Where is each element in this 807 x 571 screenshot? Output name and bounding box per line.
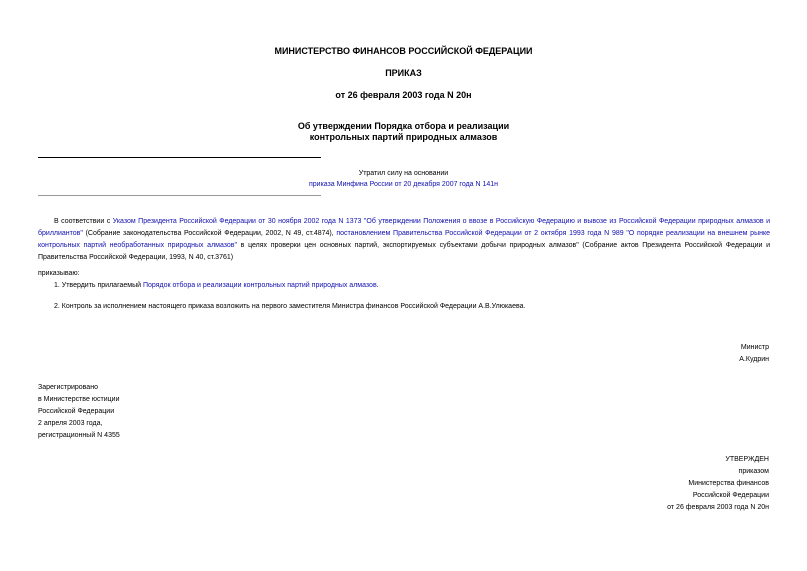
repeal-order-link[interactable]: приказа Минфина России от 20 декабря 2007 года N 141н bbox=[308, 181, 499, 188]
registration-line: Российской Федерации bbox=[38, 408, 115, 415]
preamble-paragraph bbox=[38, 216, 770, 264]
preamble-text-2: (Собрание законодательства Российской Федерации, 2002, N 49, ст.4874), bbox=[82, 230, 337, 237]
procedure-link[interactable]: Порядок отбора и реализации контрольных партий природных алмазов bbox=[142, 282, 377, 289]
document-title-line1: Об утверждении Порядка отбора и реализации bbox=[297, 121, 510, 131]
signature-block bbox=[739, 342, 769, 366]
signature-position: Министр bbox=[740, 344, 769, 351]
status-line: Утратил силу на основании bbox=[358, 170, 449, 177]
government-resolution-link[interactable]: постановлением Правительства Российской Федерации от 2 октября 1993 года N 989 "О порядке реализации на внешнем рынке контрольных партий необработанных природных алмазов" bbox=[38, 230, 770, 249]
status-link-wrap bbox=[0, 179, 807, 191]
approval-block bbox=[667, 454, 769, 514]
registration-block bbox=[38, 382, 120, 442]
document-type: ПРИКАЗ bbox=[385, 68, 422, 78]
order-item-1 bbox=[54, 280, 379, 292]
order-word: приказываю: bbox=[38, 270, 80, 277]
signature-name: А.Кудрин bbox=[739, 356, 769, 363]
registration-line: Зарегистрировано bbox=[38, 384, 98, 391]
approval-line: приказом bbox=[738, 468, 769, 475]
presidential-decree-link[interactable]: Указом Президента Российской Федерации от 30 ноября 2002 года N 1373 "Об утверждении Положения о ввозе в Российскую Федерацию и вывозе из Российской Федерации природных алмазов и бриллиантов" bbox=[38, 218, 770, 237]
approval-line: УТВЕРЖДЕН bbox=[725, 456, 769, 463]
preamble-text-3: в целях проверки цен основных партий, экспортируемых субъектами добычи природных алмазов" (Собрание актов Президента Российской Федерации и Правительства Российской Федерации, 1993, N 40, ст.3761) bbox=[38, 242, 770, 261]
document-title-line2: контрольных партий природных алмазов bbox=[309, 132, 498, 142]
divider-top bbox=[38, 157, 321, 158]
divider-bottom bbox=[38, 195, 321, 196]
document-date: от 26 февраля 2003 года N 20н bbox=[335, 90, 472, 100]
preamble-text-1: В соответствии с bbox=[54, 218, 113, 225]
order-item-1-end: . bbox=[376, 282, 379, 289]
approval-line: Российской Федерации bbox=[692, 492, 769, 499]
order-item-2: 2. Контроль за исполнением настоящего приказа возложить на первого заместителя Министра финансов Российской Федерации А.В.Улюкаева. bbox=[54, 303, 526, 310]
registration-line: регистрационный N 4355 bbox=[38, 432, 120, 439]
registration-line: 2 апреля 2003 года, bbox=[38, 420, 103, 427]
approval-line: Министерства финансов bbox=[688, 480, 769, 487]
registration-line: в Министерстве юстиции bbox=[38, 396, 120, 403]
ministry-heading: МИНИСТЕРСТВО ФИНАНСОВ РОССИЙСКОЙ ФЕДЕРАЦИИ bbox=[274, 46, 533, 56]
order-item-1-text: 1. Утвердить прилагаемый bbox=[54, 282, 143, 289]
approval-line: от 26 февраля 2003 года N 20н bbox=[667, 504, 769, 511]
